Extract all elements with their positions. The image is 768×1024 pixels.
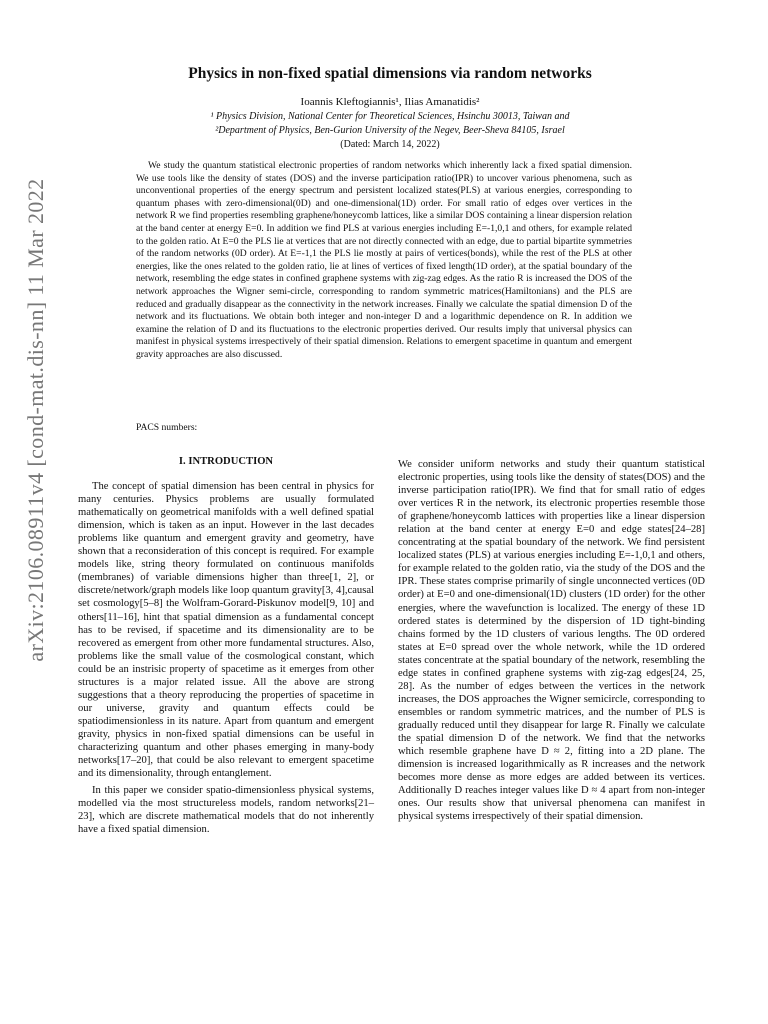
pacs-numbers: PACS numbers: bbox=[136, 422, 198, 433]
arxiv-sidebar bbox=[14, 140, 58, 700]
date-line: (Dated: March 14, 2022) bbox=[340, 139, 440, 150]
affiliation-1: ¹ Physics Division, National Center for Theoretical Sciences, Hsinchu 30013, Taiwan and bbox=[210, 111, 570, 122]
right-column bbox=[398, 458, 705, 827]
affiliation-2: ²Department of Physics, Ben-Gurion University of the Negev, Beer-Sheva 84105, Israel bbox=[215, 125, 565, 136]
left-column bbox=[78, 455, 374, 840]
paper-title: Physics in non-fixed spatial dimensions via random networks bbox=[188, 65, 592, 82]
intro-paragraph-3: We consider uniform networks and study their quantum statistical electronic properties, using tools like the density of states(DOS) and the inverse participation ratio(IPR). We find that for small ratio of edges over vertices R in the network, its electronic properties resemble those of graphene/honeycomb lattices with properties like a linear dispersion relation at the band center at energy E=0 and edge states[24–28] concentrating at the spatial boundary of the network. We find persistent localized states (PLS) at various energies including E=-1,0,1 and others, for example related to the golden ratio, via the study of the DOS and the IPR. These states comprise primarily of single unconnected vertices (0D order) at E=0 and one-dimensional(1D) clusters (1D order) for the other energies, where the wavefunction is localized. The energy of these 1D ordered states is determined by the dispersion of 1D tight-binding chains formed by the 1D clusters of various lengths. The 0D ordered states at E=0 spread over the whole network, while the 1D ordered states concentrate at the spatial boundary of the network, resembling the edge states in confined graphene systems with zig-zag edges[24, 25, 28]. As the number of edges between the vertices in the network increases, the DOS approaches the Wigner semicircle, corresponding to ensembles or random symmetric matrices, and the number of PLS is gradually reduced until they disappear for large R. Finally we calculate the spatial dimension D of the network. We find that the networks which resemble graphene have D ≈ 2, fitting into a 2D plane. The dimension is increased logarithmically as R increases and the network becomes more dense as more edges are added between its vertices. Additionally D reaches integer values like D ≈ 4 apart from non-integer ones. Our results show that universal phenomena can manifest in physical systems irrespectively of their spatial dimension. bbox=[398, 459, 705, 823]
intro-paragraph-1: The concept of spatial dimension has been central in physics for many centuries. Physics problems are usually formulated mathematically on geometrical manifolds with a well defined spatial dimension, which is taken as an input. However in the last decades problems like quantum and emergent gravity and geometry, have shown that a reconsideration of this concept is required. For example models like, string theory formulated on continuous manifolds (membranes) of variable dimensions higher than three[1, 2], or discrete/network/graph models like loop quantum gravity[3, 4],causal set cosmology[5–8] the Wolfram-Gorard-Piskunov model[9, 10] and others[11–16], hint that spatial dimension as a fundamental concept has to be revised, if spacetime and its dimensionality are to be recovered as emergent from other more fundamental structures. Also, problems like the small value of the cosmological constant, which could be an instrisic property of spacetime as it emerges from other structures is a major related issue. All the above are strong suggestions that a theory reproducing the properties of spacetime in our universe, gravity and quantum effects could be spatiodimensionless in its nature. Apart from quantum and emergent gravity, physics in non-fixed spatial dimensions can be useful in characterizing quantum and other phases emerging in many-body networks[17–20], that could be also relevant to emergent spacetime and its dimensionality, through entanglement. bbox=[78, 481, 374, 780]
section-heading-introduction: I. INTRODUCTION bbox=[178, 456, 274, 467]
intro-paragraph-2: In this paper we consider spatio-dimensionless physical systems, modelled via the most structureless models, random networks[21–23], which are discrete mathematical models that do not inherently have a fixed spatial dimension. bbox=[78, 785, 374, 836]
author-list: Ioannis Kleftogiannis¹, Ilias Amanatidis² bbox=[300, 96, 480, 108]
arxiv-identifier: arXiv:2106.08911v4 [cond-mat.dis-nn] 11 Mar 2022 bbox=[23, 178, 48, 662]
abstract: We study the quantum statistical electronic properties of random networks which inherently lack a fixed spatial dimension. We use tools like the density of states (DOS) and the inverse participation ratio(IPR) to uncover various phenomena, such as unconventional properties of the energy spectrum and persistent localized states(PLS) at various energies, corresponding to quantum phases with zero-dimensional(0D) and one-dimensional(1D) order. For small ratio of edges over vertices in the network R we find properties resembling graphene/honeycomb lattices, like a similar DOS containing a linear dispersion relation at the band center at energy E=0. In addition we find PLS at various energies including E=-1,0,1 and others, for example related to the golden ratio. At E=0 the PLS lie at vertices that are not directly connected with an edge, due to partial bipartite symmetries of the random networks (0D order). At E=-1,1 the PLS lie mostly at pairs of vertices(bonds), while the rest of the PLS at other energies, like the ones related to the golden ratio, lie at lines of vertices of fixed length(1D order), at the spatial boundary of the network, resembling the edge states in confined graphene systems with zig-zag edges. As the ratio R is increased the DOS of the network approaches the Wigner semi-circle, corresponding to random symmetric matrices(Hamiltonians) and the PLS are reduced and gradually disappear as the connectivity in the network increases. Finally we calculate the spatial dimension D of the network and its fluctuations. We obtain both integer and non-integer D and a logarithmic dependence on R. In addition we examine the relation of D and its fluctuations to the electronic properties derived. Our results imply that universal physics can manifest in physical systems irrespectively of their spatial dimension. Relations to emergent spacetime in quantum and emergent gravity approaches are also discussed. bbox=[136, 160, 632, 360]
